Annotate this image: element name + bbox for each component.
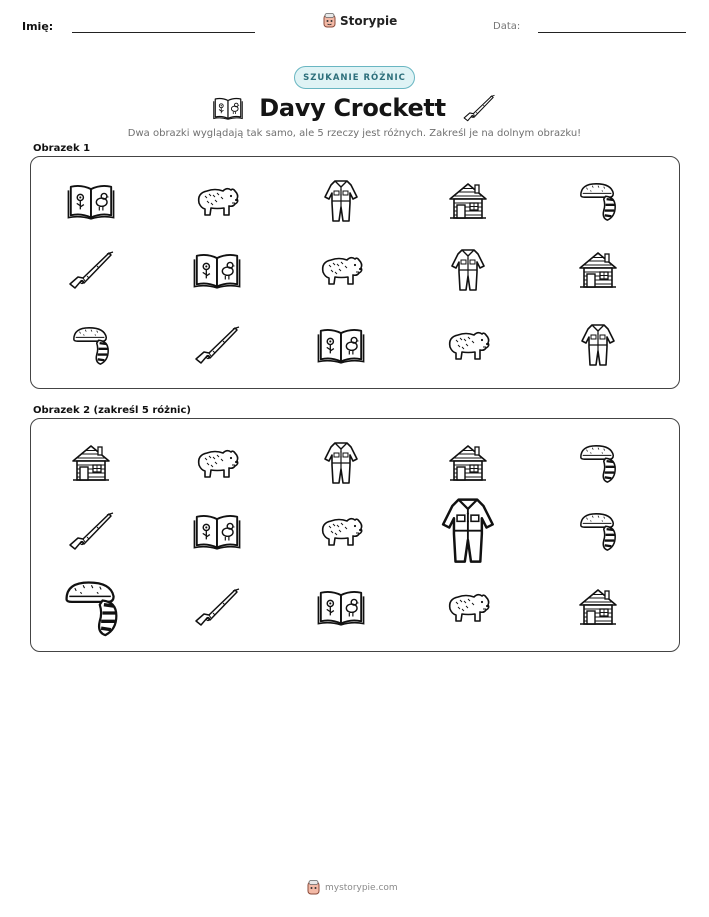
rifle-icon[interactable]: [193, 585, 241, 629]
overalls-icon[interactable]: [440, 495, 496, 566]
coonskin-cap-icon[interactable]: [577, 442, 619, 484]
overalls-icon: [450, 247, 486, 293]
book-icon: [213, 96, 243, 120]
rifle-icon: [462, 93, 496, 123]
coonskin-cap-icon[interactable]: [61, 577, 122, 638]
rifle-icon: [67, 248, 115, 292]
bear-icon[interactable]: [444, 589, 492, 625]
title-row: [0, 91, 709, 125]
cabin-icon: [578, 250, 618, 290]
coonskin-cap-icon[interactable]: [577, 510, 619, 552]
bear-icon[interactable]: [317, 513, 365, 549]
picture1-panel: [30, 156, 680, 389]
footer-url: mystorypie.com: [325, 882, 398, 893]
bear-icon: [193, 183, 241, 219]
cabin-icon: [448, 181, 488, 221]
name-label: Imię:: [22, 20, 54, 33]
rifle-icon[interactable]: [67, 509, 115, 553]
storypie-mascot-icon: [323, 13, 336, 28]
date-label: Data:: [493, 21, 521, 32]
brand-name: Storypie: [340, 13, 398, 28]
page-title: Davy Crockett: [259, 94, 446, 122]
rifle-icon: [193, 323, 241, 367]
storypie-mascot-icon: [307, 880, 320, 895]
bear-icon[interactable]: [193, 445, 241, 481]
picture2-label: Obrazek 2 (zakreśl 5 różnic): [33, 405, 191, 416]
date-line: [538, 32, 686, 33]
activity-badge: SZUKANIE RÓŻNIC: [294, 66, 415, 89]
cabin-icon[interactable]: [71, 443, 111, 483]
book-icon[interactable]: [317, 588, 365, 626]
picture1-label: Obrazek 1: [33, 143, 91, 154]
footer: [307, 880, 398, 895]
brand-logo: [323, 13, 397, 28]
coonskin-cap-icon: [70, 324, 112, 366]
bear-icon: [317, 252, 365, 288]
cabin-icon[interactable]: [578, 587, 618, 627]
picture2-panel[interactable]: [30, 418, 680, 652]
coonskin-cap-icon: [577, 180, 619, 222]
instructions: Dwa obrazki wyglądają tak samo, ale 5 rzeczy jest różnych. Zakreśl je na dolnym obrazku!: [127, 128, 582, 139]
cabin-icon[interactable]: [448, 443, 488, 483]
overalls-icon[interactable]: [323, 440, 359, 486]
overalls-icon: [323, 178, 359, 224]
book-icon: [193, 251, 241, 289]
book-icon: [317, 326, 365, 364]
name-line: [72, 32, 255, 33]
overalls-icon: [580, 322, 616, 368]
book-icon[interactable]: [193, 512, 241, 550]
bear-icon: [444, 327, 492, 363]
book-icon: [67, 182, 115, 220]
